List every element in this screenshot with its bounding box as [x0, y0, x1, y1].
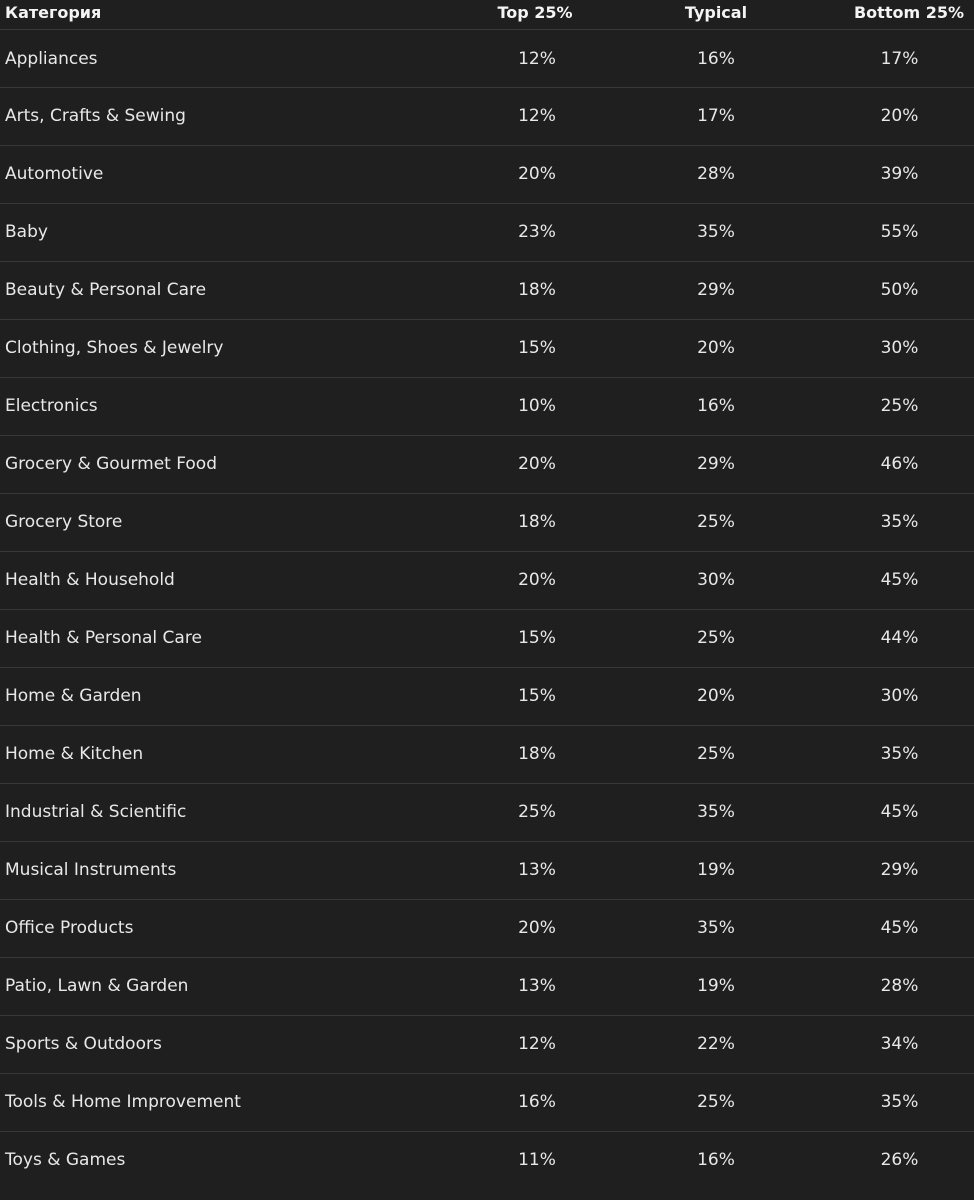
category-cell: Sports & Outdoors — [0, 1015, 445, 1073]
table-row — [0, 435, 974, 493]
typical-cell: 35% — [625, 783, 807, 841]
category-cell: Patio, Lawn & Garden — [0, 957, 445, 1015]
top-25-cell: 18% — [445, 725, 625, 783]
bottom-25-cell: 17% — [807, 29, 974, 87]
category-cell: Musical Instruments — [0, 841, 445, 899]
typical-cell: 35% — [625, 899, 807, 957]
top-25-cell: 13% — [445, 957, 625, 1015]
category-cell: Grocery Store — [0, 493, 445, 551]
top-25-cell: 23% — [445, 203, 625, 261]
top-25-cell: 18% — [445, 261, 625, 319]
typical-cell: 25% — [625, 493, 807, 551]
category-cell: Health & Household — [0, 551, 445, 609]
table-row — [0, 1131, 974, 1189]
top-25-cell: 12% — [445, 87, 625, 145]
top-25-cell: 20% — [445, 551, 625, 609]
table-row — [0, 783, 974, 841]
table-row — [0, 145, 974, 203]
bottom-25-cell: 44% — [807, 609, 974, 667]
table-row — [0, 203, 974, 261]
table-row — [0, 899, 974, 957]
typical-cell: 35% — [625, 203, 807, 261]
category-cell: Health & Personal Care — [0, 609, 445, 667]
table-row — [0, 841, 974, 899]
typical-cell: 20% — [625, 667, 807, 725]
table-row — [0, 29, 974, 87]
top-25-cell: 13% — [445, 841, 625, 899]
table-row — [0, 725, 974, 783]
typical-cell: 28% — [625, 145, 807, 203]
bottom-25-cell: 26% — [880, 1150, 919, 1171]
category-cell: Clothing, Shoes & Jewelry — [0, 319, 445, 377]
table-row — [0, 957, 974, 1015]
typical-cell: 17% — [625, 87, 807, 145]
category-cell: Beauty & Personal Care — [0, 261, 445, 319]
bottom-25-cell: 50% — [807, 261, 974, 319]
typical-cell: 29% — [625, 261, 807, 319]
table-row — [0, 551, 974, 609]
typical-cell: 16% — [625, 377, 807, 435]
top-25-cell: 15% — [445, 319, 625, 377]
bottom-25-cell: 25% — [807, 377, 974, 435]
typical-cell: 22% — [625, 1015, 807, 1073]
header-typical: Typical — [625, 0, 807, 29]
table-row — [0, 261, 974, 319]
table-row — [0, 1073, 974, 1131]
header-bottom-25: Bottom 25% — [807, 0, 974, 29]
bottom-25-cell: 20% — [807, 87, 974, 145]
category-cell: Baby — [0, 203, 445, 261]
bottom-25-cell: 46% — [807, 435, 974, 493]
top-25-cell: 20% — [445, 899, 625, 957]
table-row — [0, 667, 974, 725]
bottom-25-cell: 28% — [807, 957, 974, 1015]
bottom-25-cell: 45% — [807, 551, 974, 609]
top-25-cell: 10% — [445, 377, 625, 435]
typical-cell: 25% — [625, 609, 807, 667]
bottom-25-cell: 30% — [807, 319, 974, 377]
top-25-cell: 15% — [445, 609, 625, 667]
bottom-25-cell: 29% — [807, 841, 974, 899]
header-category: Категория — [0, 0, 445, 29]
bottom-25-cell: 45% — [807, 899, 974, 957]
typical-cell: 25% — [625, 725, 807, 783]
category-cell: Home & Garden — [0, 667, 445, 725]
table-row — [0, 493, 974, 551]
top-25-cell: 12% — [445, 1015, 625, 1073]
header-top-25: Top 25% — [445, 0, 625, 29]
table-row — [0, 377, 974, 435]
bottom-25-cell: 34% — [807, 1015, 974, 1073]
table-header — [0, 0, 974, 29]
typical-cell: 16% — [697, 1150, 735, 1171]
top-25-cell: 20% — [445, 145, 625, 203]
top-25-cell: 18% — [445, 493, 625, 551]
category-cell: Industrial & Scientific — [0, 783, 445, 841]
category-cell: Arts, Crafts & Sewing — [0, 87, 445, 145]
header-row — [0, 0, 974, 29]
top-25-cell: 20% — [445, 435, 625, 493]
table-row — [0, 609, 974, 667]
table-row — [0, 319, 974, 377]
category-cell: Toys & Games — [5, 1150, 126, 1171]
table-row — [0, 87, 974, 145]
typical-cell: 29% — [625, 435, 807, 493]
typical-cell: 25% — [625, 1073, 807, 1131]
category-cell: Electronics — [0, 377, 445, 435]
top-25-cell: 25% — [445, 783, 625, 841]
top-25-cell: 16% — [445, 1073, 625, 1131]
category-cell: Appliances — [0, 29, 445, 87]
typical-cell: 19% — [625, 957, 807, 1015]
typical-cell: 30% — [625, 551, 807, 609]
top-25-cell: 12% — [445, 29, 625, 87]
category-cell: Office Products — [0, 899, 445, 957]
bottom-25-cell: 39% — [807, 145, 974, 203]
top-25-cell: 15% — [445, 667, 625, 725]
table-row — [0, 1015, 974, 1073]
typical-cell: 16% — [625, 29, 807, 87]
bottom-25-cell: 35% — [807, 493, 974, 551]
bottom-25-cell: 55% — [807, 203, 974, 261]
category-cell: Automotive — [0, 145, 445, 203]
table-body — [0, 29, 974, 1189]
bottom-25-cell: 45% — [807, 783, 974, 841]
bottom-25-cell: 35% — [807, 1073, 974, 1131]
bottom-25-cell: 30% — [807, 667, 974, 725]
bottom-25-cell: 35% — [807, 725, 974, 783]
category-cell: Home & Kitchen — [0, 725, 445, 783]
typical-cell: 20% — [625, 319, 807, 377]
typical-cell: 19% — [625, 841, 807, 899]
category-cell: Tools & Home Improvement — [0, 1073, 445, 1131]
category-cell: Grocery & Gourmet Food — [0, 435, 445, 493]
top-25-cell: 11% — [518, 1150, 556, 1171]
